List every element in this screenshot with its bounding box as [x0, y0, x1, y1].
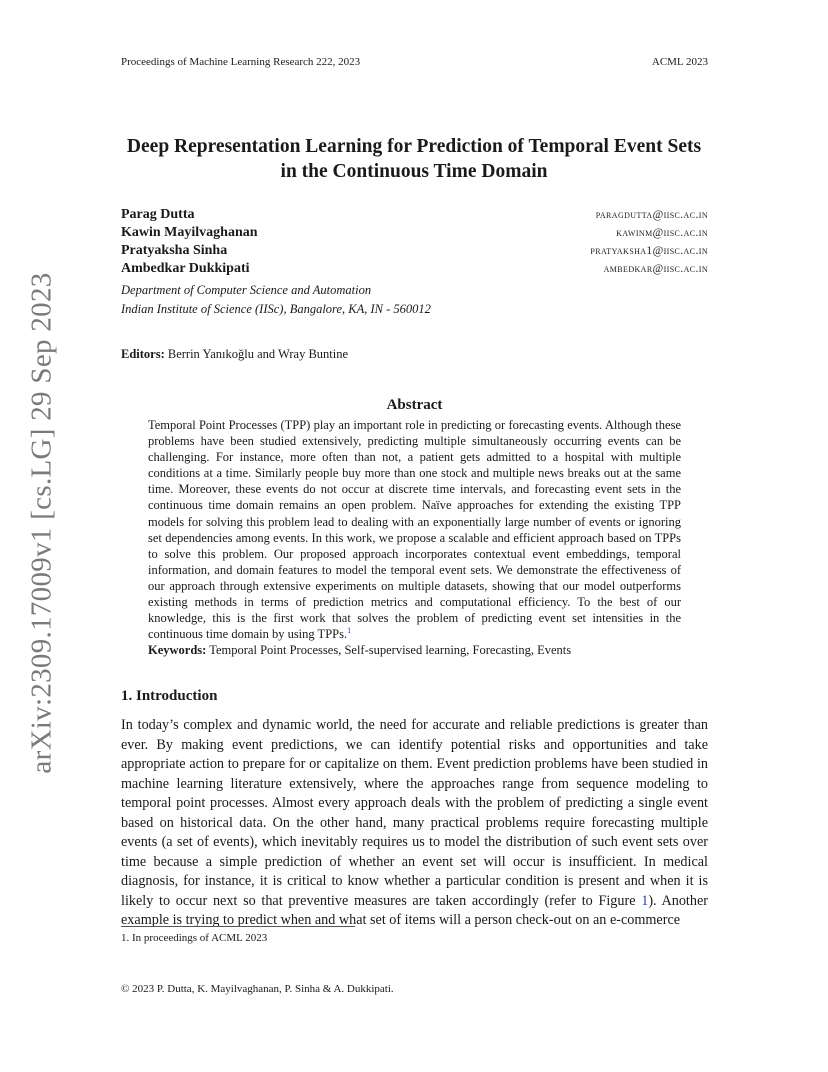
- abstract-paragraph: [148, 417, 681, 642]
- arxiv-identifier: arXiv:2309.17009v1 [cs.LG] 29 Sep 2023: [25, 272, 58, 774]
- author-name: Kawin Mayilvaghanan: [121, 225, 258, 240]
- author-email[interactable]: ambedkar@iisc.ac.in: [603, 263, 708, 275]
- abstract-heading: Abstract: [386, 397, 443, 413]
- section-heading-introduction: 1. Introduction: [121, 688, 218, 704]
- author-email[interactable]: paragdutta@iisc.ac.in: [595, 209, 708, 221]
- author-row: [121, 261, 708, 279]
- author-name: Pratyaksha Sinha: [121, 243, 228, 258]
- footnote: 1. In proceedings of ACML 2023: [121, 932, 268, 944]
- footnote-marker[interactable]: 1: [347, 626, 352, 636]
- author-email[interactable]: kawinm@iisc.ac.in: [616, 227, 708, 239]
- author-email[interactable]: pratyaksha1@iisc.ac.in: [590, 245, 708, 257]
- footnote-divider: [121, 926, 355, 927]
- author-row: [121, 243, 708, 261]
- title-line-2: in the Continuous Time Domain: [280, 161, 548, 182]
- author-name: Ambedkar Dukkipati: [121, 261, 250, 276]
- keywords-list: Temporal Point Processes, Self-supervised learning, Forecasting, Events: [209, 643, 572, 658]
- editors-line: [121, 347, 348, 362]
- abstract: [148, 417, 681, 658]
- figure-reference-link[interactable]: 1: [641, 892, 649, 909]
- editors-names: Berrin Yanıkoğlu and Wray Buntine: [167, 347, 349, 361]
- running-head: [121, 56, 708, 68]
- title-line-1: Deep Representation Learning for Prediction of Temporal Event Sets: [126, 136, 702, 157]
- paper-title: [100, 134, 728, 184]
- keywords-label: Keywords:: [148, 643, 207, 658]
- author-row: [121, 207, 708, 225]
- introduction-paragraph: [121, 716, 708, 931]
- introduction-text: In today’s complex and dynamic world, the need for accurate and reliable predictions is greater than ever. By making event predictions, we can identify potential risks and opportunities and take appropriate action to prepare for or capitalize on them. Event prediction problems have been studied in machine learning literature extensively, where the approaches range from sequence modeling to temporal point processes. Almost every approach deals with the problem of predicting a single event based on historical data. On the other hand, many practical problems require forecasting multiple events (a set of events), which inevitably requires us to model the distribution of such event sets over time because a simple prediction of whether an event set will occur is insufficient. In medical diagnosis, for instance, it is critical to know whether a particular condition is present and when it is likely to occur next so that preventive measures are taken accordingly (refer to Figure: [121, 717, 708, 909]
- affiliation: [121, 281, 708, 318]
- editors-label: Editors:: [121, 347, 165, 361]
- conference-name: ACML 2023: [651, 56, 708, 68]
- abstract-text: Temporal Point Processes (TPP) play an important role in predicting or forecasting events. Although these problems have been studied extensively, predicting multiple simultaneously occurring events can be challenging. For instance, more often than not, a patient gets admitted to a hospital with multiple conditions at a time. Similarly people buy more than one stock and multiple news breaks out at the same time. Moreover, these events do not occur at discrete time intervals, and forecasting event sets in the continuous time domain remains an open problem. Naïve approaches for extending the existing TPP models for solving this problem lead to dealing with an exponentially large number of events or ignoring set dependencies among events. In this work, we propose a scalable and efficient approach based on TPPs to solve this problem. Our proposed approach incorporates contextual event embeddings, temporal information, and domain features to model the temporal event sets. We demonstrate the effectiveness of our approach through extensive experiments on multiple datasets, showing that our model outperforms existing methods in terms of prediction metrics and computational efficiency. To the best of our knowledge, this is the first work that solves the problem of predicting event set intensities in the continuous time domain by using TPPs.: [148, 418, 681, 642]
- author-name: Parag Dutta: [121, 207, 195, 222]
- affiliation-department: Department of Computer Science and Automation: [121, 283, 372, 297]
- journal-name: Proceedings of Machine Learning Research 222, 2023: [121, 56, 361, 68]
- author-block: [121, 207, 708, 318]
- affiliation-institute: Indian Institute of Science (IISc), Bangalore, KA, IN - 560012: [121, 301, 431, 316]
- copyright-notice: © 2023 P. Dutta, K. Mayilvaghanan, P. Sinha & A. Dukkipati.: [121, 983, 394, 995]
- keywords: [148, 642, 681, 658]
- author-row: [121, 225, 708, 243]
- introduction-text-continued: ). Another example is trying to predict when and what set of items will a person check-out on an e-commerce: [121, 892, 708, 928]
